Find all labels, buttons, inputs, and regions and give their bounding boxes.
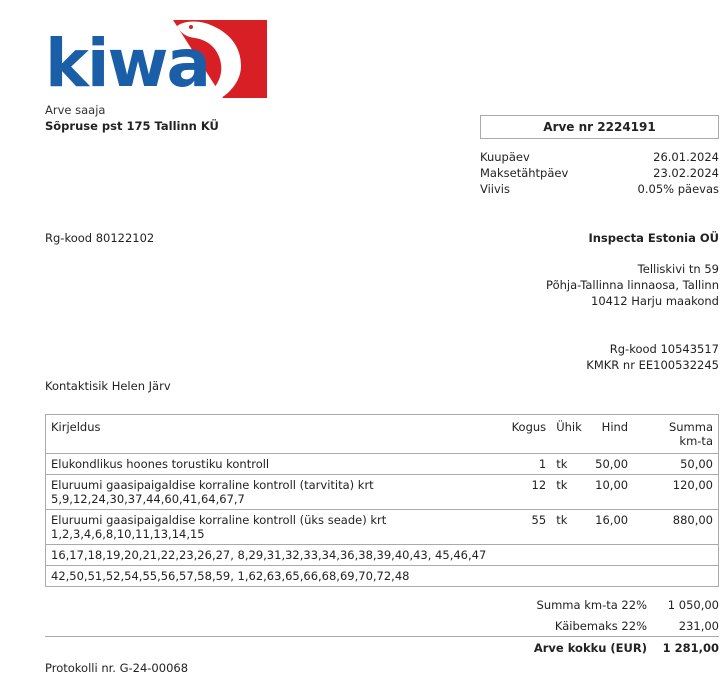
issuer-vat: KMKR nr EE100532245 [586,358,719,372]
row-unit [551,566,587,587]
total-net-label: Summa km-ta 22% [536,598,647,612]
recipient-reg-code: Rg-kood 80122102 [45,231,155,245]
row-price: 16,00 [587,510,633,545]
issuer-address-1: Telliskivi tn 59 [637,262,719,276]
issuer-address-3: 10412 Harju maakond [591,294,719,308]
col-sum-line1: Summa [668,420,713,434]
total-net-value: 1 050,00 [667,598,719,612]
row-unit [551,545,587,566]
row-quantity: 12 [505,475,551,510]
table-header [46,415,719,454]
meta-value: 26.01.2024 [653,150,719,164]
row-description-line2: 5,9,12,24,30,37,44,60,41,64,67,7 [51,492,245,506]
total-grand-label: Arve kokku (EUR) [533,641,647,655]
col-quantity: Kogus [505,415,551,454]
row-description [46,475,506,510]
row-price [587,545,633,566]
row-description-line1: Eluruumi gaasipaigaldise korraline kontroll (üks seade) krt [51,513,387,527]
row-quantity [505,566,551,587]
totals-divider [45,636,719,637]
table-row [46,510,719,545]
kiwa-logo [45,18,267,100]
row-description: 42,50,51,52,54,55,56,57,58,59, 1,62,63,65,66,68,69,70,72,48 [46,566,506,587]
table-row [46,545,719,566]
row-sum [633,545,718,566]
row-unit: tk [551,454,587,475]
total-vat-label: Käibemaks 22% [554,619,647,633]
col-price: Hind [587,415,633,454]
row-quantity: 55 [505,510,551,545]
row-price: 10,00 [587,475,633,510]
row-description-line1: Eluruumi gaasipaigaldise korraline kontroll (tarvitita) krt [51,478,374,492]
issuer-reg-code: Rg-kood 10543517 [609,342,719,356]
recipient-label: Arve saaja [45,103,106,117]
total-grand-value: 1 281,00 [662,641,719,655]
col-sum-line2: km-ta [679,434,713,448]
issuer-address-2: Põhja-Tallinna linnaosa, Tallinn [546,278,719,292]
col-description: Kirjeldus [46,415,506,454]
meta-key: Maksetähtpäev [480,166,569,180]
table-row [46,566,719,587]
total-net-row [537,598,719,612]
meta-value: 0.05% päevas [637,182,719,196]
row-description: Elukondlikus hoones torustiku kontroll [46,454,506,475]
col-unit: Ühik [551,415,587,454]
total-grand-row [534,641,719,655]
meta-key: Viivis [480,182,510,196]
table-row [46,454,719,475]
row-sum: 880,00 [633,510,718,545]
issuer-name: Inspecta Estonia OÜ [588,231,719,245]
row-unit: tk [551,510,587,545]
row-quantity [505,545,551,566]
kiwa-logo-wordmark: kiwa [45,25,210,100]
meta-row-date [480,150,719,164]
items-table [45,414,719,587]
total-vat-row [555,619,719,633]
row-unit: tk [551,475,587,510]
row-description [46,510,506,545]
invoice-number: Arve nr 2224191 [480,115,719,139]
row-sum: 120,00 [633,475,718,510]
row-sum: 50,00 [633,454,718,475]
recipient-name: Sõpruse pst 175 Tallinn KÜ [45,119,219,133]
row-quantity: 1 [505,454,551,475]
contact-person: Kontaktisik Helen Järv [45,379,171,393]
row-description: 16,17,18,19,20,21,22,23,26,27, 8,29,31,32,33,34,36,38,39,40,43, 45,46,47 [46,545,506,566]
col-sum [633,415,718,454]
table-row [46,475,719,510]
total-vat-value: 231,00 [678,619,719,633]
protocol-number: Protokolli nr. G-24-00068 [45,661,189,675]
meta-key: Kuupäev [480,150,530,164]
meta-row-due [480,166,719,180]
row-price: 50,00 [587,454,633,475]
meta-value: 23.02.2024 [653,166,719,180]
row-description-line2: 1,2,3,4,6,8,10,11,13,14,15 [51,527,205,541]
meta-row-penalty [480,182,719,196]
row-price [587,566,633,587]
row-sum [633,566,718,587]
